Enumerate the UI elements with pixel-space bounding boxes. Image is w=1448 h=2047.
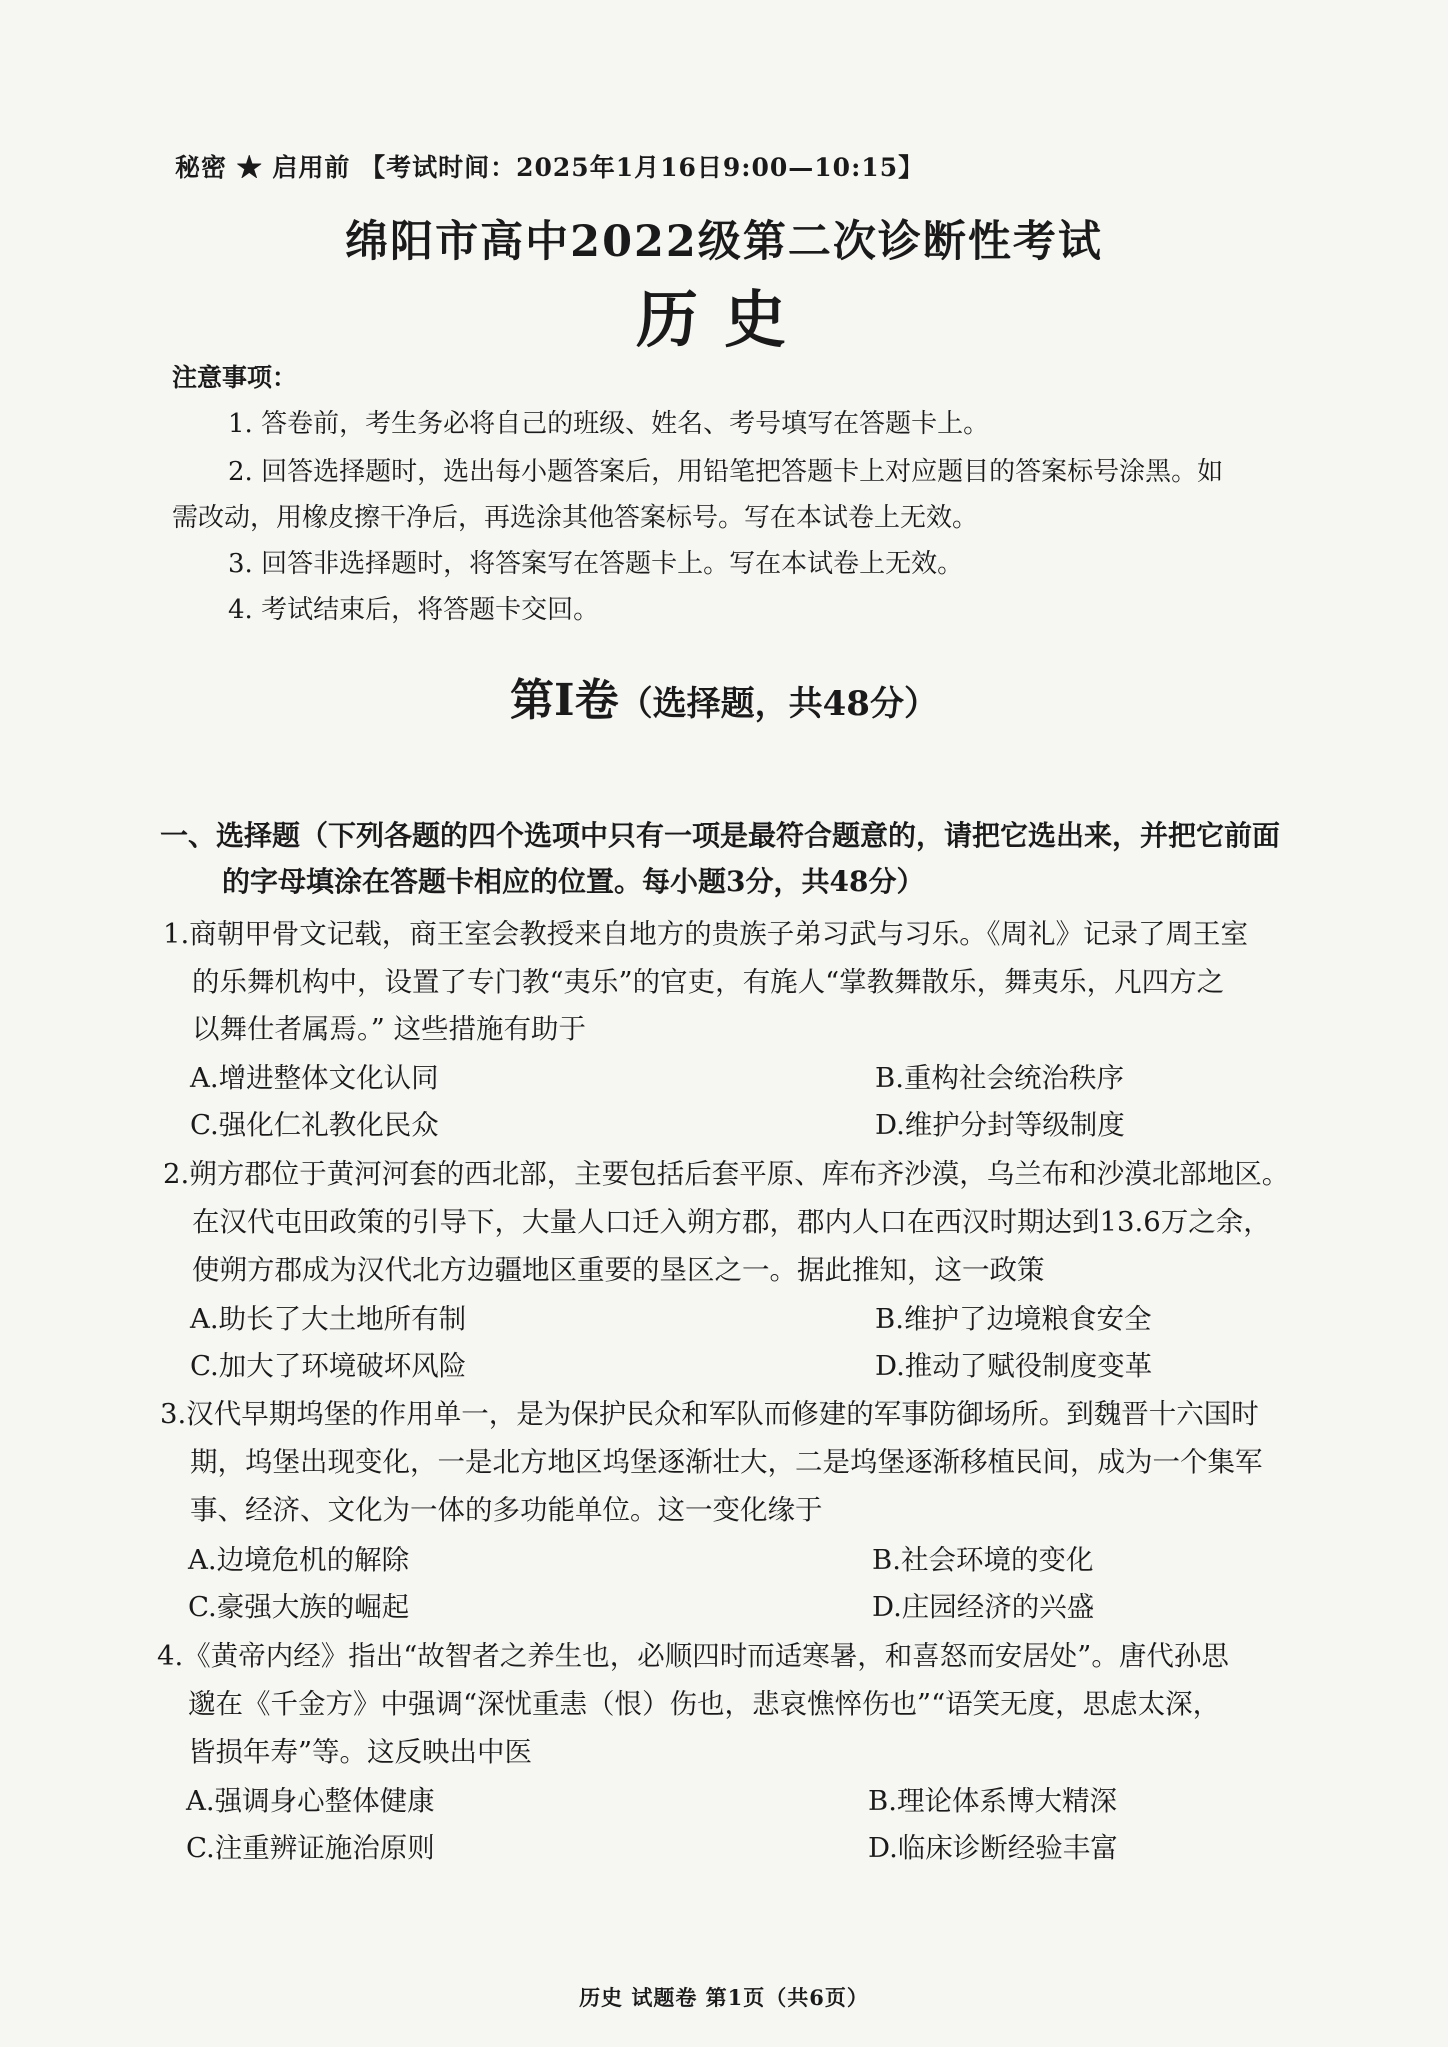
page-footer: 历史 试题卷 第1页（共6页） xyxy=(579,1985,869,2010)
question-stem-line: 邈在《千金方》中强调“深忧重恚（恨）伤也，悲哀憔悴伤也”“语笑无度，思虑太深， xyxy=(188,1688,1221,1720)
option-b[interactable]: B.重构社会统治秩序 xyxy=(875,1062,1124,1094)
question-stem-line: 的乐舞机构中，设置了专门教“夷乐”的官吏，有旄人“掌教舞散乐，舞夷乐，凡四方之 xyxy=(192,966,1225,998)
option-d[interactable]: D.推动了赋役制度变革 xyxy=(875,1350,1153,1382)
notice-line: 3. 回答非选择题时，将答案写在答题卡上。写在本试卷上无效。 xyxy=(228,549,964,579)
option-c[interactable]: C.强化仁礼教化民众 xyxy=(190,1109,439,1141)
question-stem-line: 期，坞堡出现变化，一是北方地区坞堡逐渐壮大，二是坞堡逐渐移植民间，成为一个集军 xyxy=(190,1446,1263,1478)
notice-line: 2. 回答选择题时，选出每小题答案后，用铅笔把答题卡上对应题目的答案标号涂黑。如 xyxy=(228,457,1224,487)
option-b[interactable]: B.维护了边境粮食安全 xyxy=(875,1303,1152,1335)
option-d[interactable]: D.庄园经济的兴盛 xyxy=(872,1591,1095,1623)
option-b[interactable]: B.社会环境的变化 xyxy=(872,1544,1094,1576)
notice-line: 需改动，用橡皮擦干净后，再选涂其他答案标号。写在本试卷上无效。 xyxy=(172,503,979,533)
notice-title: 注意事项： xyxy=(172,363,298,392)
confidentiality-header: 秘密 ★ 启用前 【考试时间：2025年1月16日9:00—10:15】 xyxy=(175,153,925,182)
question-stem-line: 2.朔方郡位于黄河河套的西北部，主要包括后套平原、库布齐沙漠，乌兰布和沙漠北部地区。 xyxy=(163,1158,1290,1190)
section-instruction: 一、选择题（下列各题的四个选项中只有一项是最符合题意的，请把它选出来，并把它前面 xyxy=(160,819,1281,852)
question-stem-line: 3.汉代早期坞堡的作用单一，是为保护民众和军队而修建的军事防御场所。到魏晋十六国时 xyxy=(160,1398,1259,1430)
question-stem-line: 1.商朝甲骨文记载，商王室会教授来自地方的贵族子弟习武与习乐。《周礼》记录了周王室 xyxy=(163,918,1248,950)
exam-title: 绵阳市高中2022级第二次诊断性考试 xyxy=(345,217,1103,267)
option-b[interactable]: B.理论体系博大精深 xyxy=(868,1785,1117,1817)
option-a[interactable]: A.强调身心整体健康 xyxy=(186,1785,435,1817)
section-instruction: 的字母填涂在答题卡相应的位置。每小题3分，共48分） xyxy=(222,865,925,898)
notice-line: 1. 答卷前，考生务必将自己的班级、姓名、考号填写在答题卡上。 xyxy=(228,409,990,439)
question-stem-line: 事、经济、文化为一体的多功能单位。这一变化缘于 xyxy=(190,1494,823,1526)
subject-title: 历史 xyxy=(635,283,812,356)
option-a[interactable]: A.助长了大土地所有制 xyxy=(190,1303,467,1335)
option-a[interactable]: A.增进整体文化认同 xyxy=(190,1062,439,1094)
part-one-main: 第I卷 xyxy=(510,675,619,726)
option-d[interactable]: D.临床诊断经验丰富 xyxy=(868,1832,1118,1864)
question-stem-line: 以舞仕者属焉。” 这些措施有助于 xyxy=(192,1013,587,1045)
question-stem-line: 皆损年寿”等。这反映出中医 xyxy=(188,1736,533,1768)
option-c[interactable]: C.豪强大族的崛起 xyxy=(188,1591,410,1623)
question-stem-line: 4.《黄帝内经》指出“故智者之养生也，必顺四时而适寒暑，和喜怒而安居处”。唐代孙思 xyxy=(157,1640,1229,1672)
option-d[interactable]: D.维护分封等级制度 xyxy=(875,1109,1125,1141)
option-a[interactable]: A.边境危机的解除 xyxy=(188,1544,410,1576)
option-c[interactable]: C.注重辨证施治原则 xyxy=(186,1832,435,1864)
part-one-subtitle: （选择题，共48分） xyxy=(618,684,938,724)
question-stem-line: 在汉代屯田政策的引导下，大量人口迁入朔方郡，郡内人口在西汉时期达到13.6万之余， xyxy=(192,1206,1271,1238)
option-c[interactable]: C.加大了环境破坏风险 xyxy=(190,1350,467,1382)
question-stem-line: 使朔方郡成为汉代北方边疆地区重要的垦区之一。据此推知，这一政策 xyxy=(192,1254,1045,1286)
part-one-title xyxy=(0,664,1448,728)
notice-line: 4. 考试结束后，将答题卡交回。 xyxy=(228,595,600,625)
